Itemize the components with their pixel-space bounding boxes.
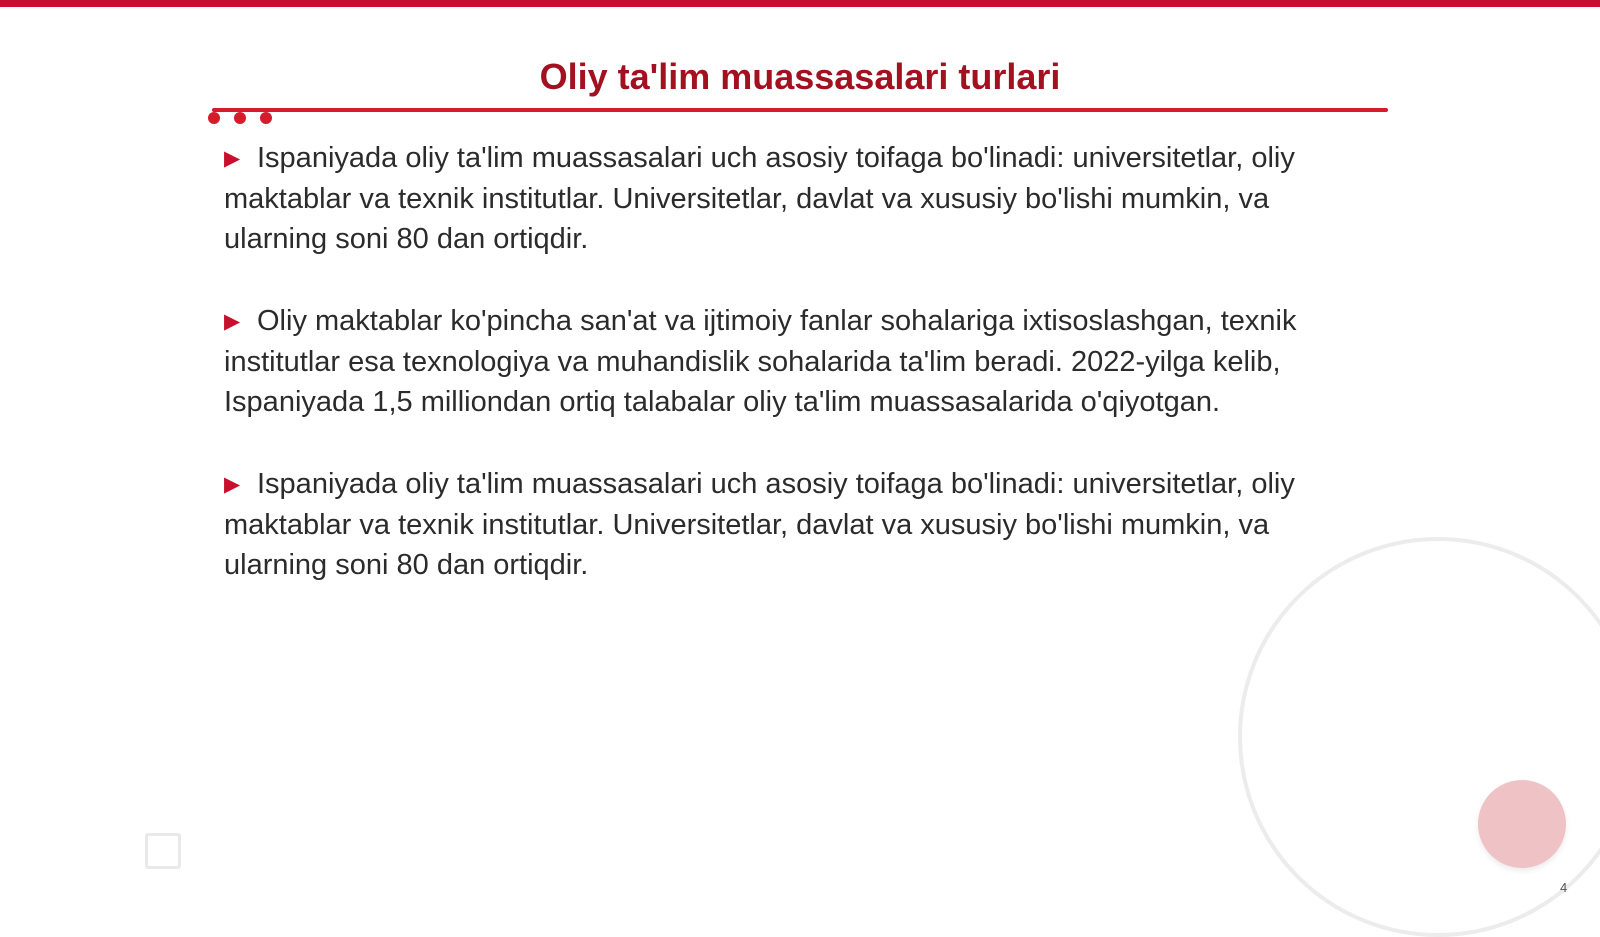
underline-dot-2 bbox=[234, 112, 246, 124]
top-accent-bar bbox=[0, 0, 1600, 7]
decorative-square bbox=[145, 833, 181, 869]
triangle-bullet-icon: ▶ bbox=[224, 147, 241, 170]
bullet-item bbox=[224, 138, 1364, 259]
decorative-circle bbox=[1478, 780, 1566, 868]
underline-dot-3 bbox=[260, 112, 272, 124]
bullet-item bbox=[224, 464, 1364, 585]
title-underline bbox=[212, 108, 1388, 112]
slide-number: 4 bbox=[1560, 880, 1568, 895]
bullet-item bbox=[224, 301, 1364, 422]
bullet-text: Ispaniyada oliy ta'lim muassasalari uch asosiy toifaga bo'linadi: universitetlar, oliy maktablar va texnik institutlar. Universitetlar, davlat va xususiy bo'lishi mumkin, va ularning soni 80 dan ortiqdir. bbox=[224, 142, 1295, 255]
slide-title: Oliy ta'lim muassasalari turlari bbox=[539, 56, 1061, 97]
triangle-bullet-icon: ▶ bbox=[224, 473, 241, 496]
underline-dot-1 bbox=[208, 112, 220, 124]
bullet-text: Oliy maktablar ko'pincha san'at va ijtimoiy fanlar sohalariga ixtisoslashgan, texnik institutlar esa texnologiya va muhandislik sohalarida ta'lim beradi. 2022-yilga kelib, Ispaniyada 1,5 milliondan ortiq talabalar oliy ta'lim muassasalarida o'qiyotgan. bbox=[224, 305, 1297, 418]
slide-content bbox=[224, 138, 1364, 627]
bullet-text: Ispaniyada oliy ta'lim muassasalari uch asosiy toifaga bo'linadi: universitetlar, oliy maktablar va texnik institutlar. Universitetlar, davlat va xususiy bo'lishi mumkin, va ularning soni 80 dan ortiqdir. bbox=[224, 468, 1295, 581]
triangle-bullet-icon: ▶ bbox=[224, 310, 241, 333]
